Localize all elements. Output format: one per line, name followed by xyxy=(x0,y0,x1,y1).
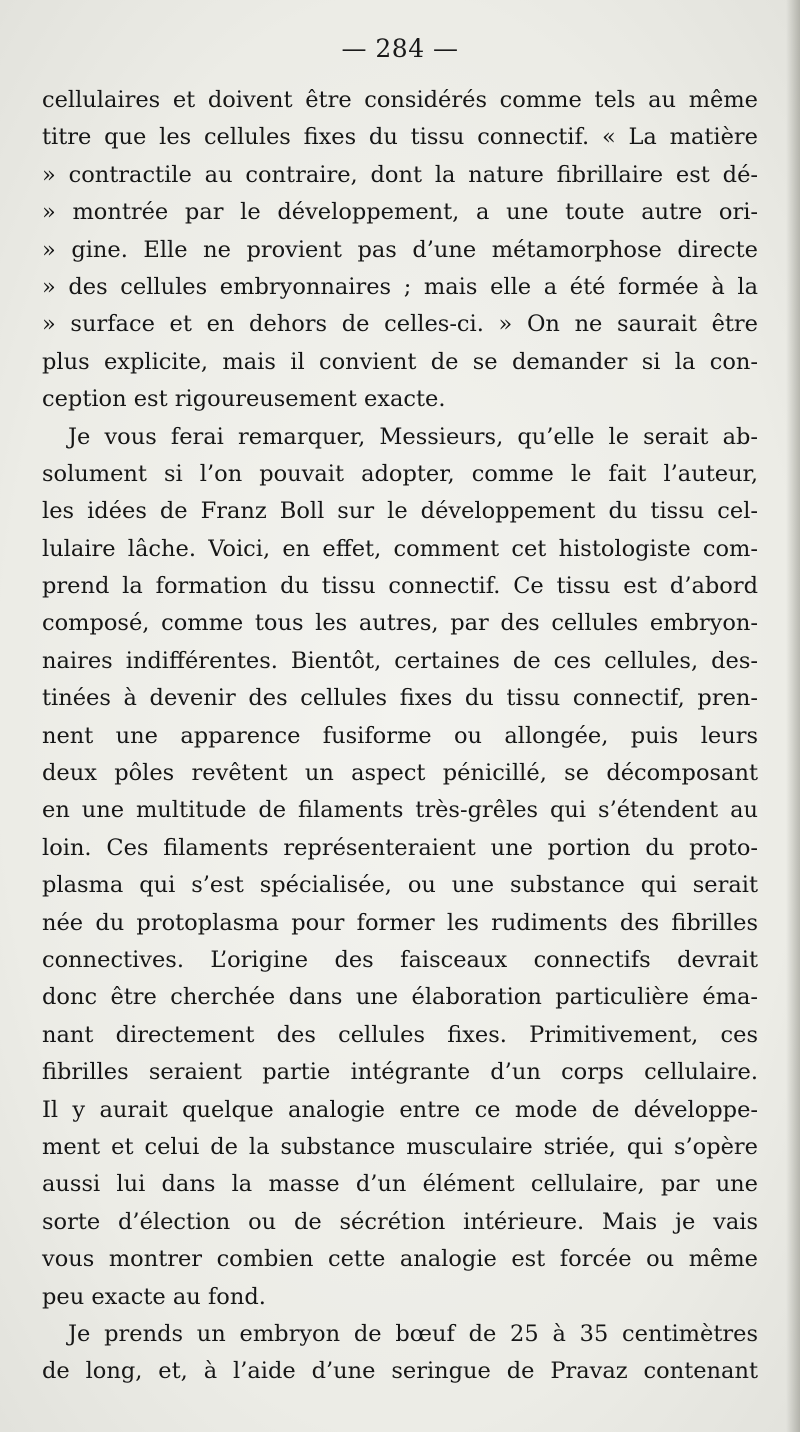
text-line: » des cellules embryonnaires ; mais elle a été formée à la xyxy=(42,273,758,300)
text-line: prend la formation du tissu connectif. Ce tissu est d’abord xyxy=(42,573,758,600)
text-line: cellulaires et doivent être considérés comme tels au même xyxy=(42,87,758,113)
text-line: de long, et, à l’aide d’une seringue de Pravaz contenant xyxy=(42,1358,758,1385)
text-line: Je prends un embryon de bœuf de 25 à 35 centimètres xyxy=(68,1320,758,1347)
text-line: titre que les cellules fixes du tissu connectif. « La matière xyxy=(42,124,758,151)
text-line: ment et celui de la substance musculaire striée, qui s’opère xyxy=(42,1133,758,1160)
text-line: plasma qui s’est spécialisée, ou une substance qui serait xyxy=(42,872,758,899)
text-line: vous montrer combien cette analogie est forcée ou même xyxy=(42,1246,758,1273)
text-line: nant directement des cellules fixes. Primitivement, ces xyxy=(42,1021,758,1048)
text-line: aussi lui dans la masse d’un élément cellulaire, par une xyxy=(42,1171,758,1198)
text-line: connectives. L’origine des faisceaux connectifs devrait xyxy=(42,946,758,973)
page-edge-shadow xyxy=(786,0,800,1432)
text-line: composé, comme tous les autres, par des cellules embryon- xyxy=(42,610,758,637)
text-line: en une multitude de filaments très-grêles qui s’étendent au xyxy=(42,797,758,824)
text-line: née du protoplasma pour former les rudiments des fibrilles xyxy=(42,909,758,936)
text-line: ception est rigoureusement exacte. xyxy=(42,386,446,413)
text-line: » gine. Elle ne provient pas d’une métamorphose directe xyxy=(42,236,758,263)
text-line: tinées à devenir des cellules fixes du tissu connectif, pren- xyxy=(42,685,758,712)
text-line: plus explicite, mais il convient de se demander si la con- xyxy=(42,348,758,375)
text-line: » contractile au contraire, dont la nature fibrillaire est dé- xyxy=(42,161,758,188)
text-line: » surface et en dehors de celles-ci. » On ne saurait être xyxy=(42,311,758,338)
text-line: Il y aurait quelque analogie entre ce mode de développe- xyxy=(42,1096,758,1123)
text-line: » montrée par le développement, a une toute autre ori- xyxy=(42,199,758,226)
page-number: — 284 — xyxy=(341,34,459,63)
text-line: nent une apparence fusiforme ou allongée, puis leurs xyxy=(42,722,758,749)
text-line: loin. Ces filaments représenteraient une portion du proto- xyxy=(42,834,758,861)
text-line: naires indifférentes. Bientôt, certaines de ces cellules, des- xyxy=(42,647,758,674)
text-line: Je vous ferai remarquer, Messieurs, qu’elle le serait ab- xyxy=(68,423,758,450)
text-line: solument si l’on pouvait adopter, comme le fait l’auteur, xyxy=(42,460,758,487)
text-line: lulaire lâche. Voici, en effet, comment cet histologiste com- xyxy=(42,535,758,562)
text-line: sorte d’élection ou de sécrétion intérieure. Mais je vais xyxy=(42,1208,758,1235)
text-line: les idées de Franz Boll sur le développement du tissu cel- xyxy=(42,498,758,525)
text-line: deux pôles revêtent un aspect pénicillé, se décomposant xyxy=(42,760,758,787)
text-line: peu exacte au fond. xyxy=(42,1283,266,1310)
text-line: donc être cherchée dans une élaboration particulière éma- xyxy=(42,984,758,1011)
body-text xyxy=(42,82,758,1391)
text-line: fibrilles seraient partie intégrante d’un corps cellulaire. xyxy=(42,1059,758,1086)
